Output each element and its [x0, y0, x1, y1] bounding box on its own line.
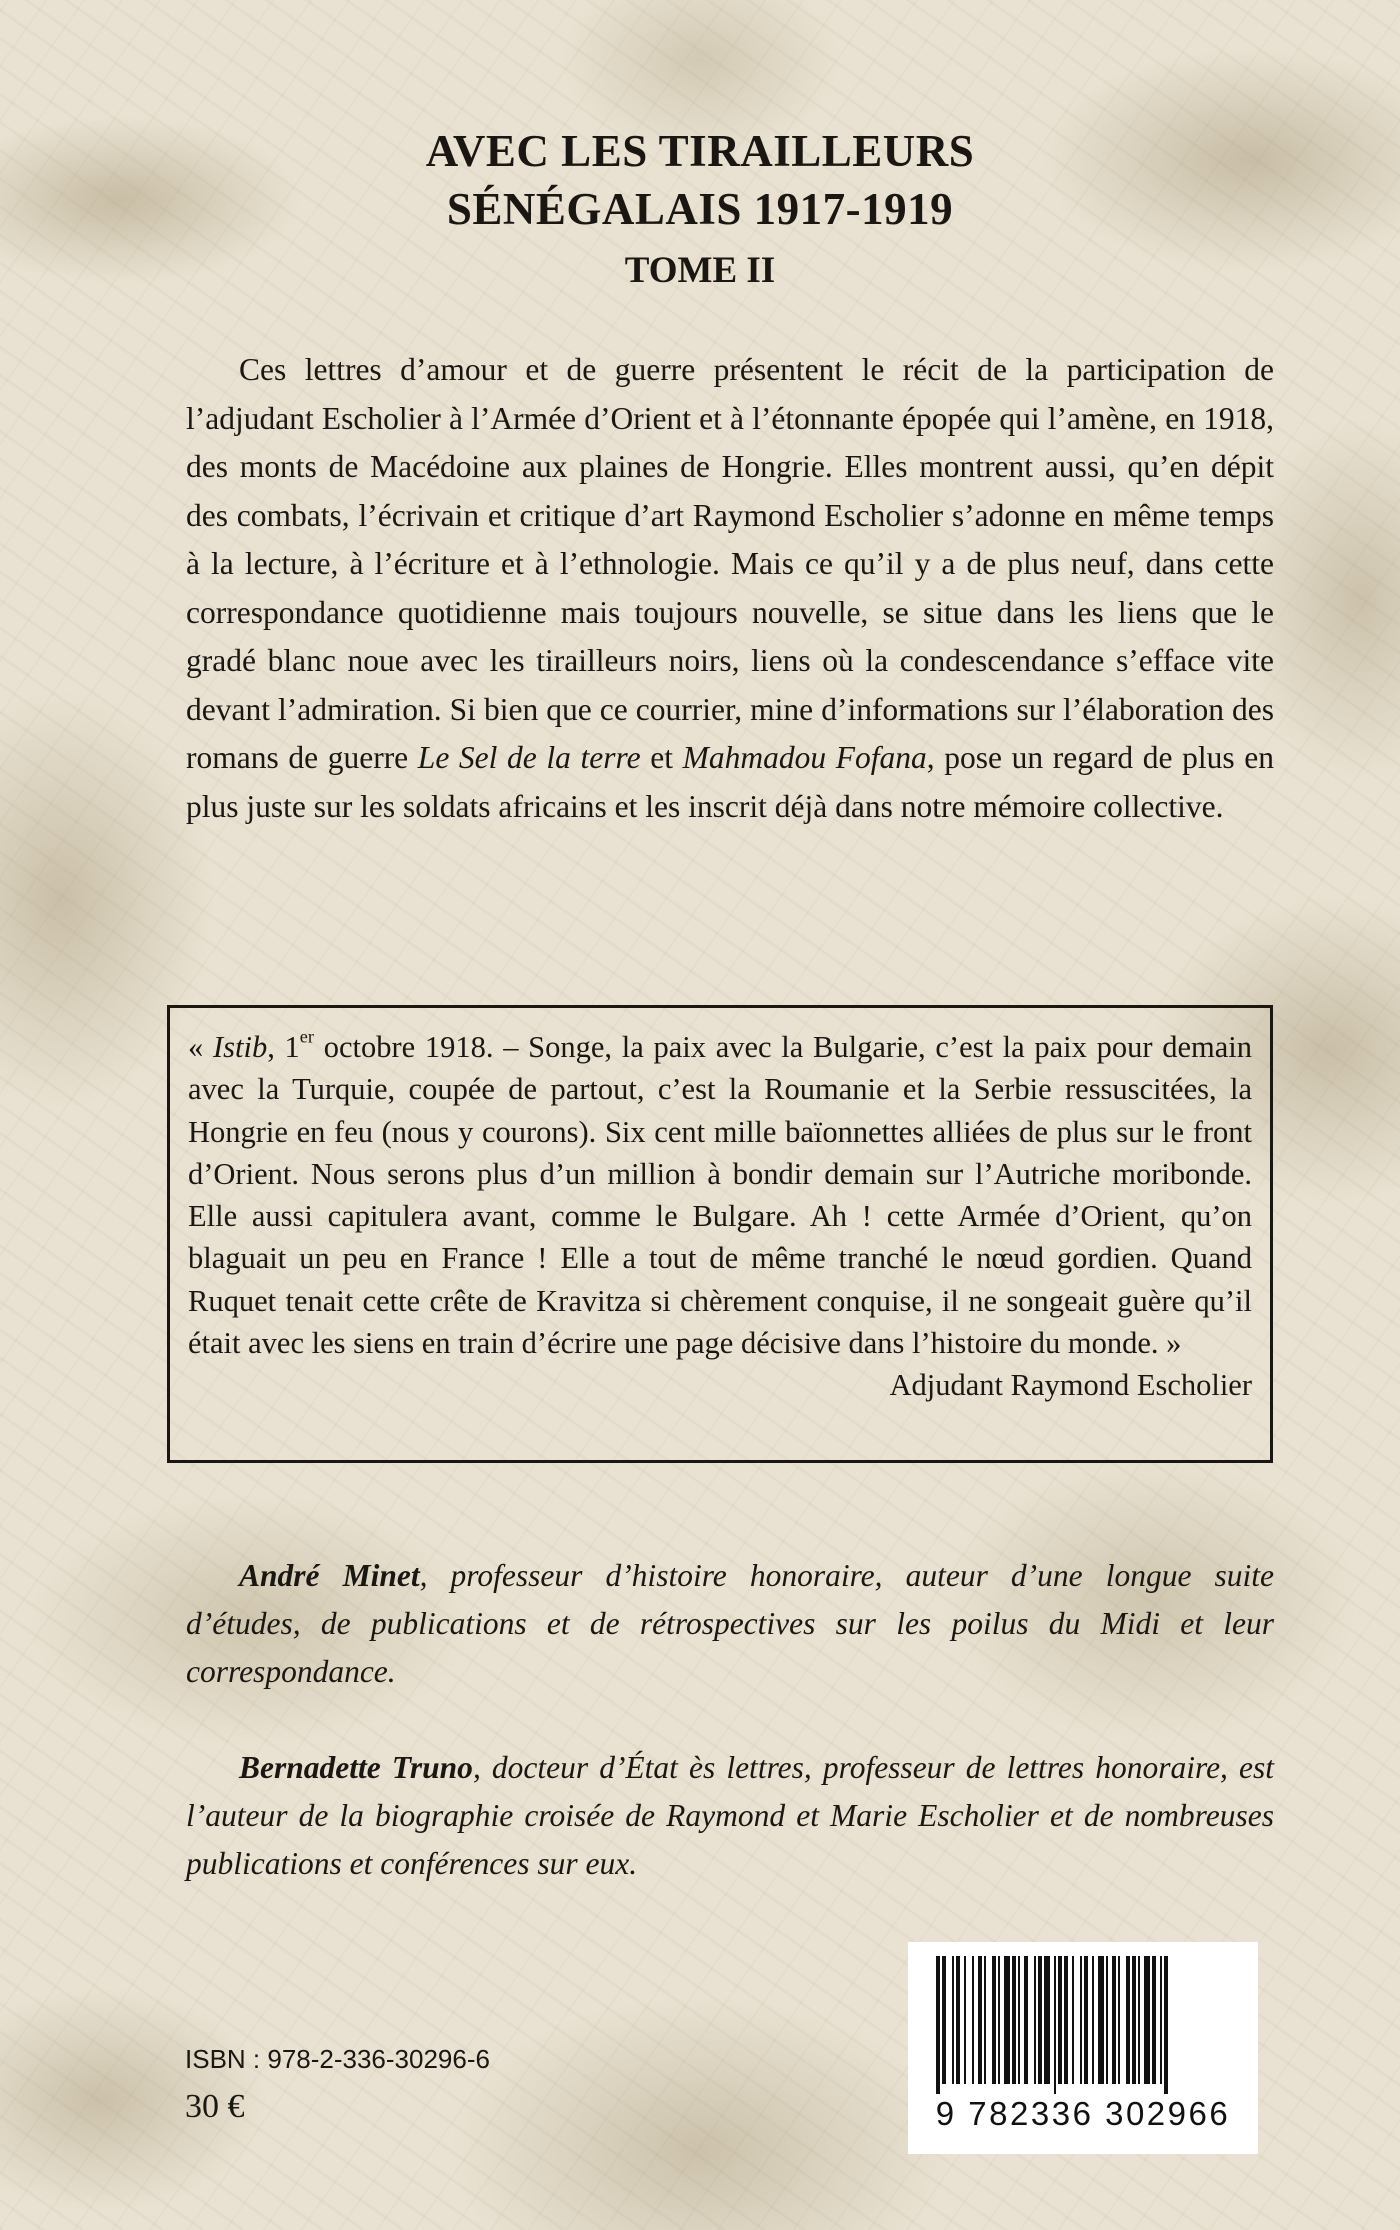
barcode-bar: [1018, 1956, 1020, 2084]
author-bio-2: [186, 1744, 1274, 1888]
isbn: ISBN : 978-2-336-30296-6: [185, 2044, 490, 2074]
barcode-bar: [1024, 1956, 1028, 2084]
title-line-2: SÉNÉGALAIS 1917-1919: [446, 184, 954, 234]
quote-day-sup: er: [299, 1026, 314, 1047]
barcode-bar: [1080, 1956, 1082, 2084]
quote-open: «: [188, 1030, 213, 1064]
barcode-bar: [1098, 1956, 1104, 2084]
author-bio-1: [186, 1552, 1274, 1696]
barcode-bar: [992, 1956, 996, 2084]
barcode-bar: [1138, 1956, 1140, 2084]
barcode-bar: [956, 1956, 960, 2084]
summary-part-3: , pose un regard de plus en plus juste sur les soldats africains et les inscrit déjà dans notre mémoire collective.: [186, 740, 1275, 824]
summary-part-2: et: [640, 740, 683, 775]
quote-place: Istib: [212, 1030, 268, 1064]
barcode-bar: [1038, 1956, 1042, 2084]
barcode-bar: [1160, 1956, 1162, 2084]
quote-body: octobre 1918. – Songe, la paix avec la Bulgarie, c’est la paix pour demain avec la Turquie, coupée de partout, c’est la Roumanie et la Serbie ressuscitées, la Hongrie en feu (nous y courons). Six cent mille baïonnettes alliées de plus sur le front d’Orient. Nous serons plus d’un million à bondir demain sur l’Autriche moribonde. Elle aussi capitulera avant, comme le Bulgare. Ah ! cette Armée d’Orient, qu’on blaguait un peu en France ! Elle a tout de même tranché le nœud gordien. Quand Ruquet tenait cette crête de Kravitza si chèrement conquise, il ne songeait guère qu’il était avec les siens en train d’écrire une page décisive dans l’histoire du monde. »: [188, 1030, 1253, 1361]
barcode-bar: [1058, 1956, 1062, 2084]
barcode-bar: [936, 1956, 940, 2094]
quote-day: , 1: [267, 1030, 300, 1064]
barcode-bar: [1012, 1956, 1016, 2084]
barcode-bar: [984, 1956, 986, 2084]
summary-novel-title-2: Mahmadou Fofana: [682, 740, 927, 775]
barcode-bar: [972, 1956, 974, 2084]
barcode-bar: [952, 1956, 954, 2084]
book-title: [0, 122, 1400, 294]
barcode-bar: [978, 1956, 982, 2084]
title-line-1: AVEC LES TIRAILLEURS: [425, 126, 975, 176]
barcode-bar: [1152, 1956, 1156, 2084]
quote-text: [188, 1026, 1252, 1364]
barcode-bar: [1118, 1956, 1120, 2084]
barcode: [908, 1942, 1258, 2154]
author-name-2: Bernadette Truno: [239, 1750, 473, 1785]
barcode-bar: [1054, 1956, 1056, 2094]
summary-novel-title-1: Le Sel de la terre: [417, 740, 641, 775]
barcode-bar: [1044, 1956, 1050, 2084]
barcode-digits: 9 782336 302966: [935, 2095, 1231, 2132]
barcode-bar: [998, 1956, 1000, 2084]
summary-text: [186, 346, 1274, 831]
price: 30 €: [185, 2088, 245, 2125]
barcode-bar: [1164, 1956, 1168, 2094]
barcode-bar: [1112, 1956, 1116, 2084]
barcode-bar: [1072, 1956, 1074, 2084]
barcode-bar: [1106, 1956, 1108, 2084]
quote-signature: Adjudant Raymond Escholier: [889, 1368, 1252, 1403]
barcode-bar: [1092, 1956, 1094, 2084]
barcode-bar: [1034, 1956, 1036, 2084]
barcode-bar: [1004, 1956, 1010, 2084]
barcode-bar: [964, 1956, 966, 2084]
author-bio-text-2: , docteur d’État ès lettres, professeur de lettres honoraire, est l’auteur de la biographie croisée de Raymond et Marie Escholier et de nombreuses publications et conférences sur eux.: [186, 1750, 1274, 1881]
quote-box: [167, 1005, 1273, 1463]
barcode-bar: [1126, 1956, 1130, 2084]
author-name-1: André Minet: [239, 1558, 420, 1593]
barcode-bar: [1132, 1956, 1136, 2084]
barcode-bar: [1064, 1956, 1068, 2084]
barcode-bar: [1084, 1956, 1088, 2084]
barcode-bar: [1144, 1956, 1150, 2084]
tome-label: TOME II: [624, 250, 776, 291]
summary-part-1: Ces lettres d’amour et de guerre présentent le récit de la participation de l’adjudant Escholier à l’Armée d’Orient et à l’étonnante épopée qui l’amène, en 1918, des monts de Macédoine aux plaines de Hongrie. Elles montrent aussi, qu’en dépit des combats, l’écrivain et critique d’art Raymond Escholier s’adonne en même temps à la lecture, à l’écriture et à l’ethnologie. Mais ce qu’il y a de plus neuf, dans cette correspondance quotidienne mais toujours nouvelle, se situe dans les liens que le gradé blanc noue avec les tirailleurs noirs, liens où la condescendance s’efface vite devant l’admiration. Si bien que ce courrier, mine d’informations sur l’élaboration des romans de guerre: [186, 352, 1274, 775]
barcode-bar: [942, 1956, 946, 2084]
author-bio-text-1: , professeur d’histoire honoraire, auteur d’une longue suite d’études, de publications et de rétrospectives sur les poilus du Midi et leur correspondance.: [186, 1558, 1274, 1689]
